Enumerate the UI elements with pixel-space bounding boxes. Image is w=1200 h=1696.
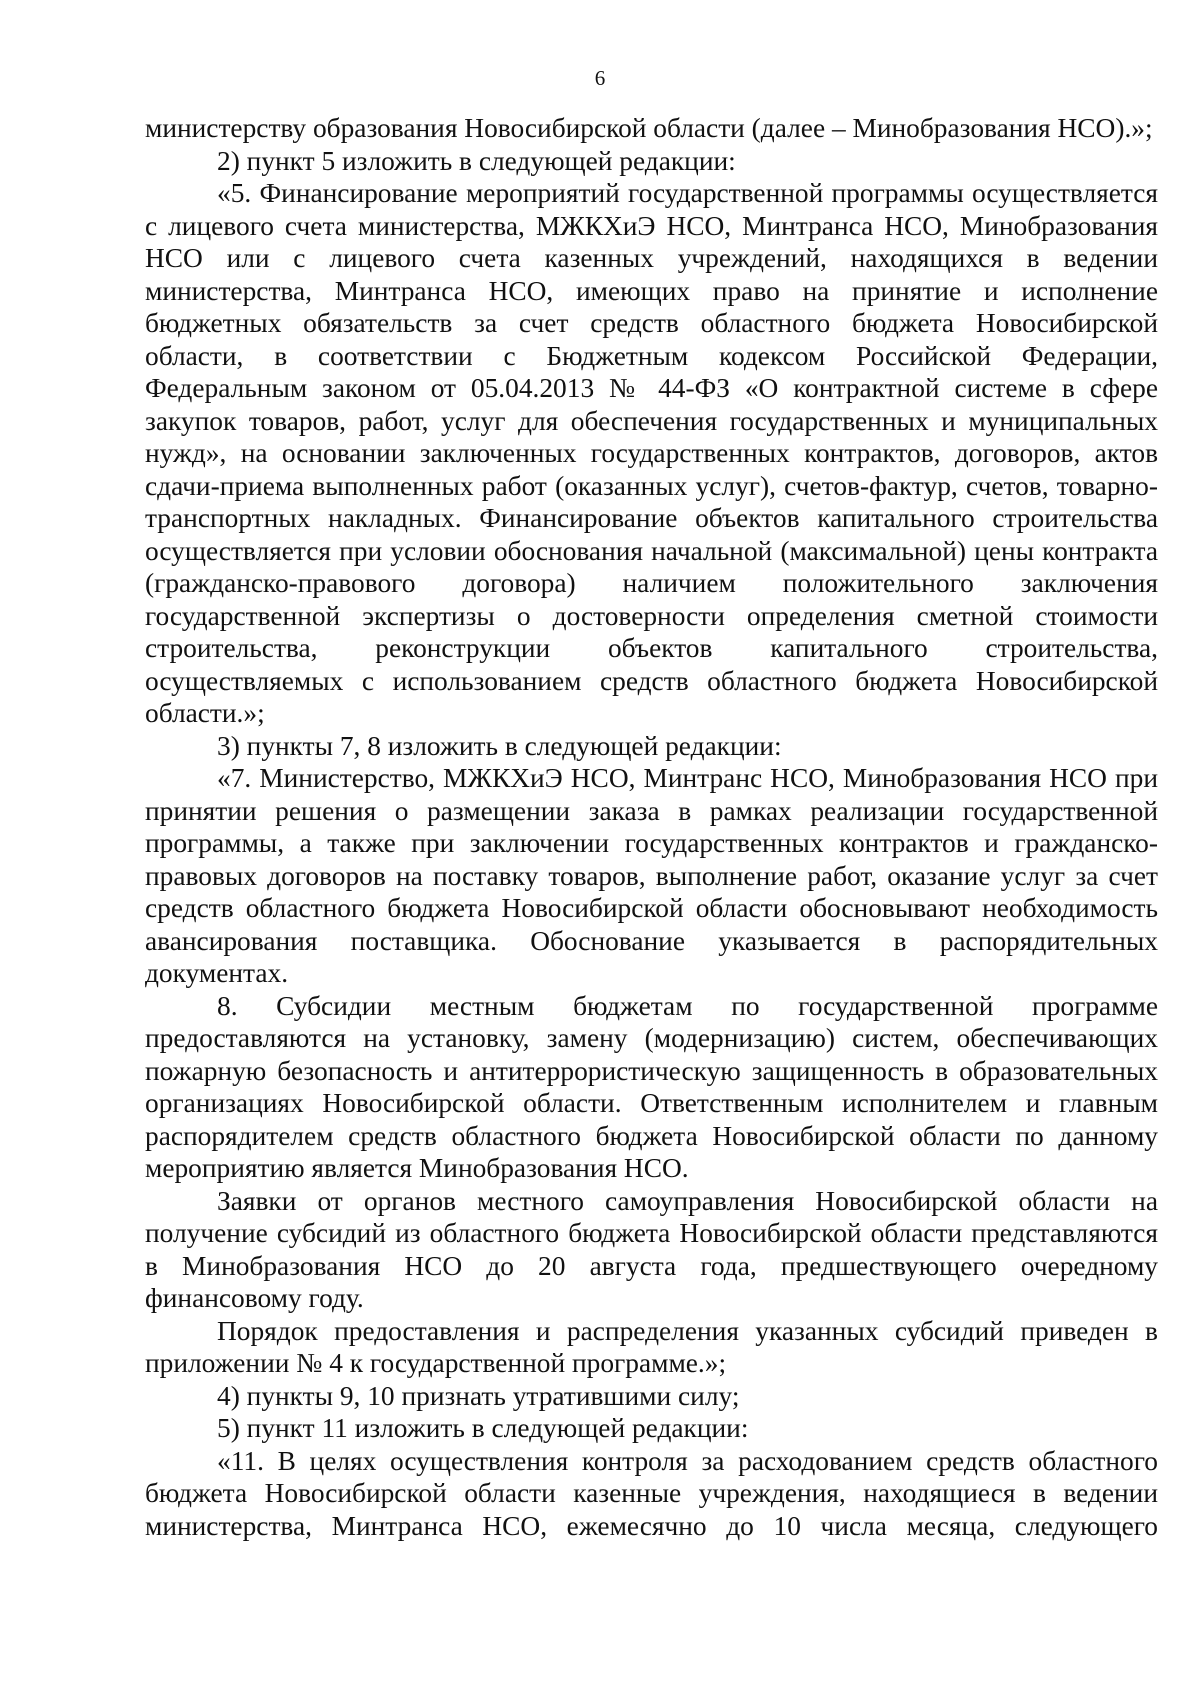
- document-body: [145, 112, 1158, 1542]
- page-number: 6: [594, 66, 606, 90]
- paragraph: 4) пункты 9, 10 признать утратившими силу;: [217, 1380, 740, 1411]
- paragraph: 5) пункт 11 изложить в следующей редакции:: [217, 1413, 749, 1443]
- paragraph: 3) пункты 7, 8 изложить в следующей редакции:: [217, 730, 782, 761]
- paragraph: «7. Министерство, МЖКХиЭ НСО, Минтранс НСО, Минобразования НСО при принятии решения о размещении заказа в рамках реализации государственной программы, а также при заключении государственных контрактов и гражданско-правовых договоров на поставку товаров, выполнение работ, оказание услуг за счет средств областного бюджета Новосибирской области обосновывают необходимость авансирования поставщика. Обоснование указывается в распорядительных документах.: [145, 763, 1158, 988]
- paragraph: 2) пункт 5 изложить в следующей редакции:: [217, 145, 736, 176]
- paragraph: министерству образования Новосибирской области (далее – Минобразования НСО).»;: [145, 113, 1153, 143]
- paragraph: Порядок предоставления и распределения указанных субсидий приведен в приложении № 4 к государственной программе.»;: [145, 1315, 1158, 1378]
- paragraph: «11. В целях осуществления контроля за расходованием средств областного бюджета Новосибирской области казенные учреждения, находящиеся в ведении министерства, Минтранса НСО, ежемесячно до 10 числа месяца, следующего: [145, 1445, 1158, 1541]
- paragraph: Заявки от органов местного самоуправления Новосибирской области на получение субсидий из областного бюджета Новосибирской области представляются в Минобразования НСО до 20 августа года, предшествующего очередному финансовому году.: [145, 1185, 1158, 1313]
- paragraph: «5. Финансирование мероприятий государственной программы осуществляется с лицевого счета министерства, МЖКХиЭ НСО, Минтранса НСО, Минобразования НСО или с лицевого счета казенных учреждений, находящихся в ведении министерства, Минтранса НСО, имеющих право на принятие и исполнение бюджетных обязательств за счет средств областного бюджета Новосибирской области, в соответствии с Бюджетным кодексом Российской Федерации, Федеральным законом от 05.04.2013 № 44-ФЗ «О контрактной системе в сфере закупок товаров, работ, услуг для обеспечения государственных и муниципальных нужд», на основании заключенных государственных контрактов, договоров, актов сдачи-приема выполненных работ (оказанных услуг), счетов-фактур, счетов, товарно-транспортных накладных. Финансирование объектов капитального строительства осуществляется при условии обоснования начальной (максимальной) цены контракта (гражданско-правового договора) наличием положительного заключения государственной экспертизы о достоверности определения сметной стоимости строительства, реконструкции объектов капитального строительства, осуществляемых с использованием средств областного бюджета Новосибирской области.»;: [145, 178, 1158, 728]
- paragraph: 8. Субсидии местным бюджетам по государственной программе предоставляются на установку, замену (модернизацию) систем, обеспечивающих пожарную безопасность и антитеррористическую защищенность в образовательных организациях Новосибирской области. Ответственным исполнителем и главным распорядителем средств областного бюджета Новосибирской области по данному мероприятию является Минобразования НСО.: [145, 990, 1158, 1183]
